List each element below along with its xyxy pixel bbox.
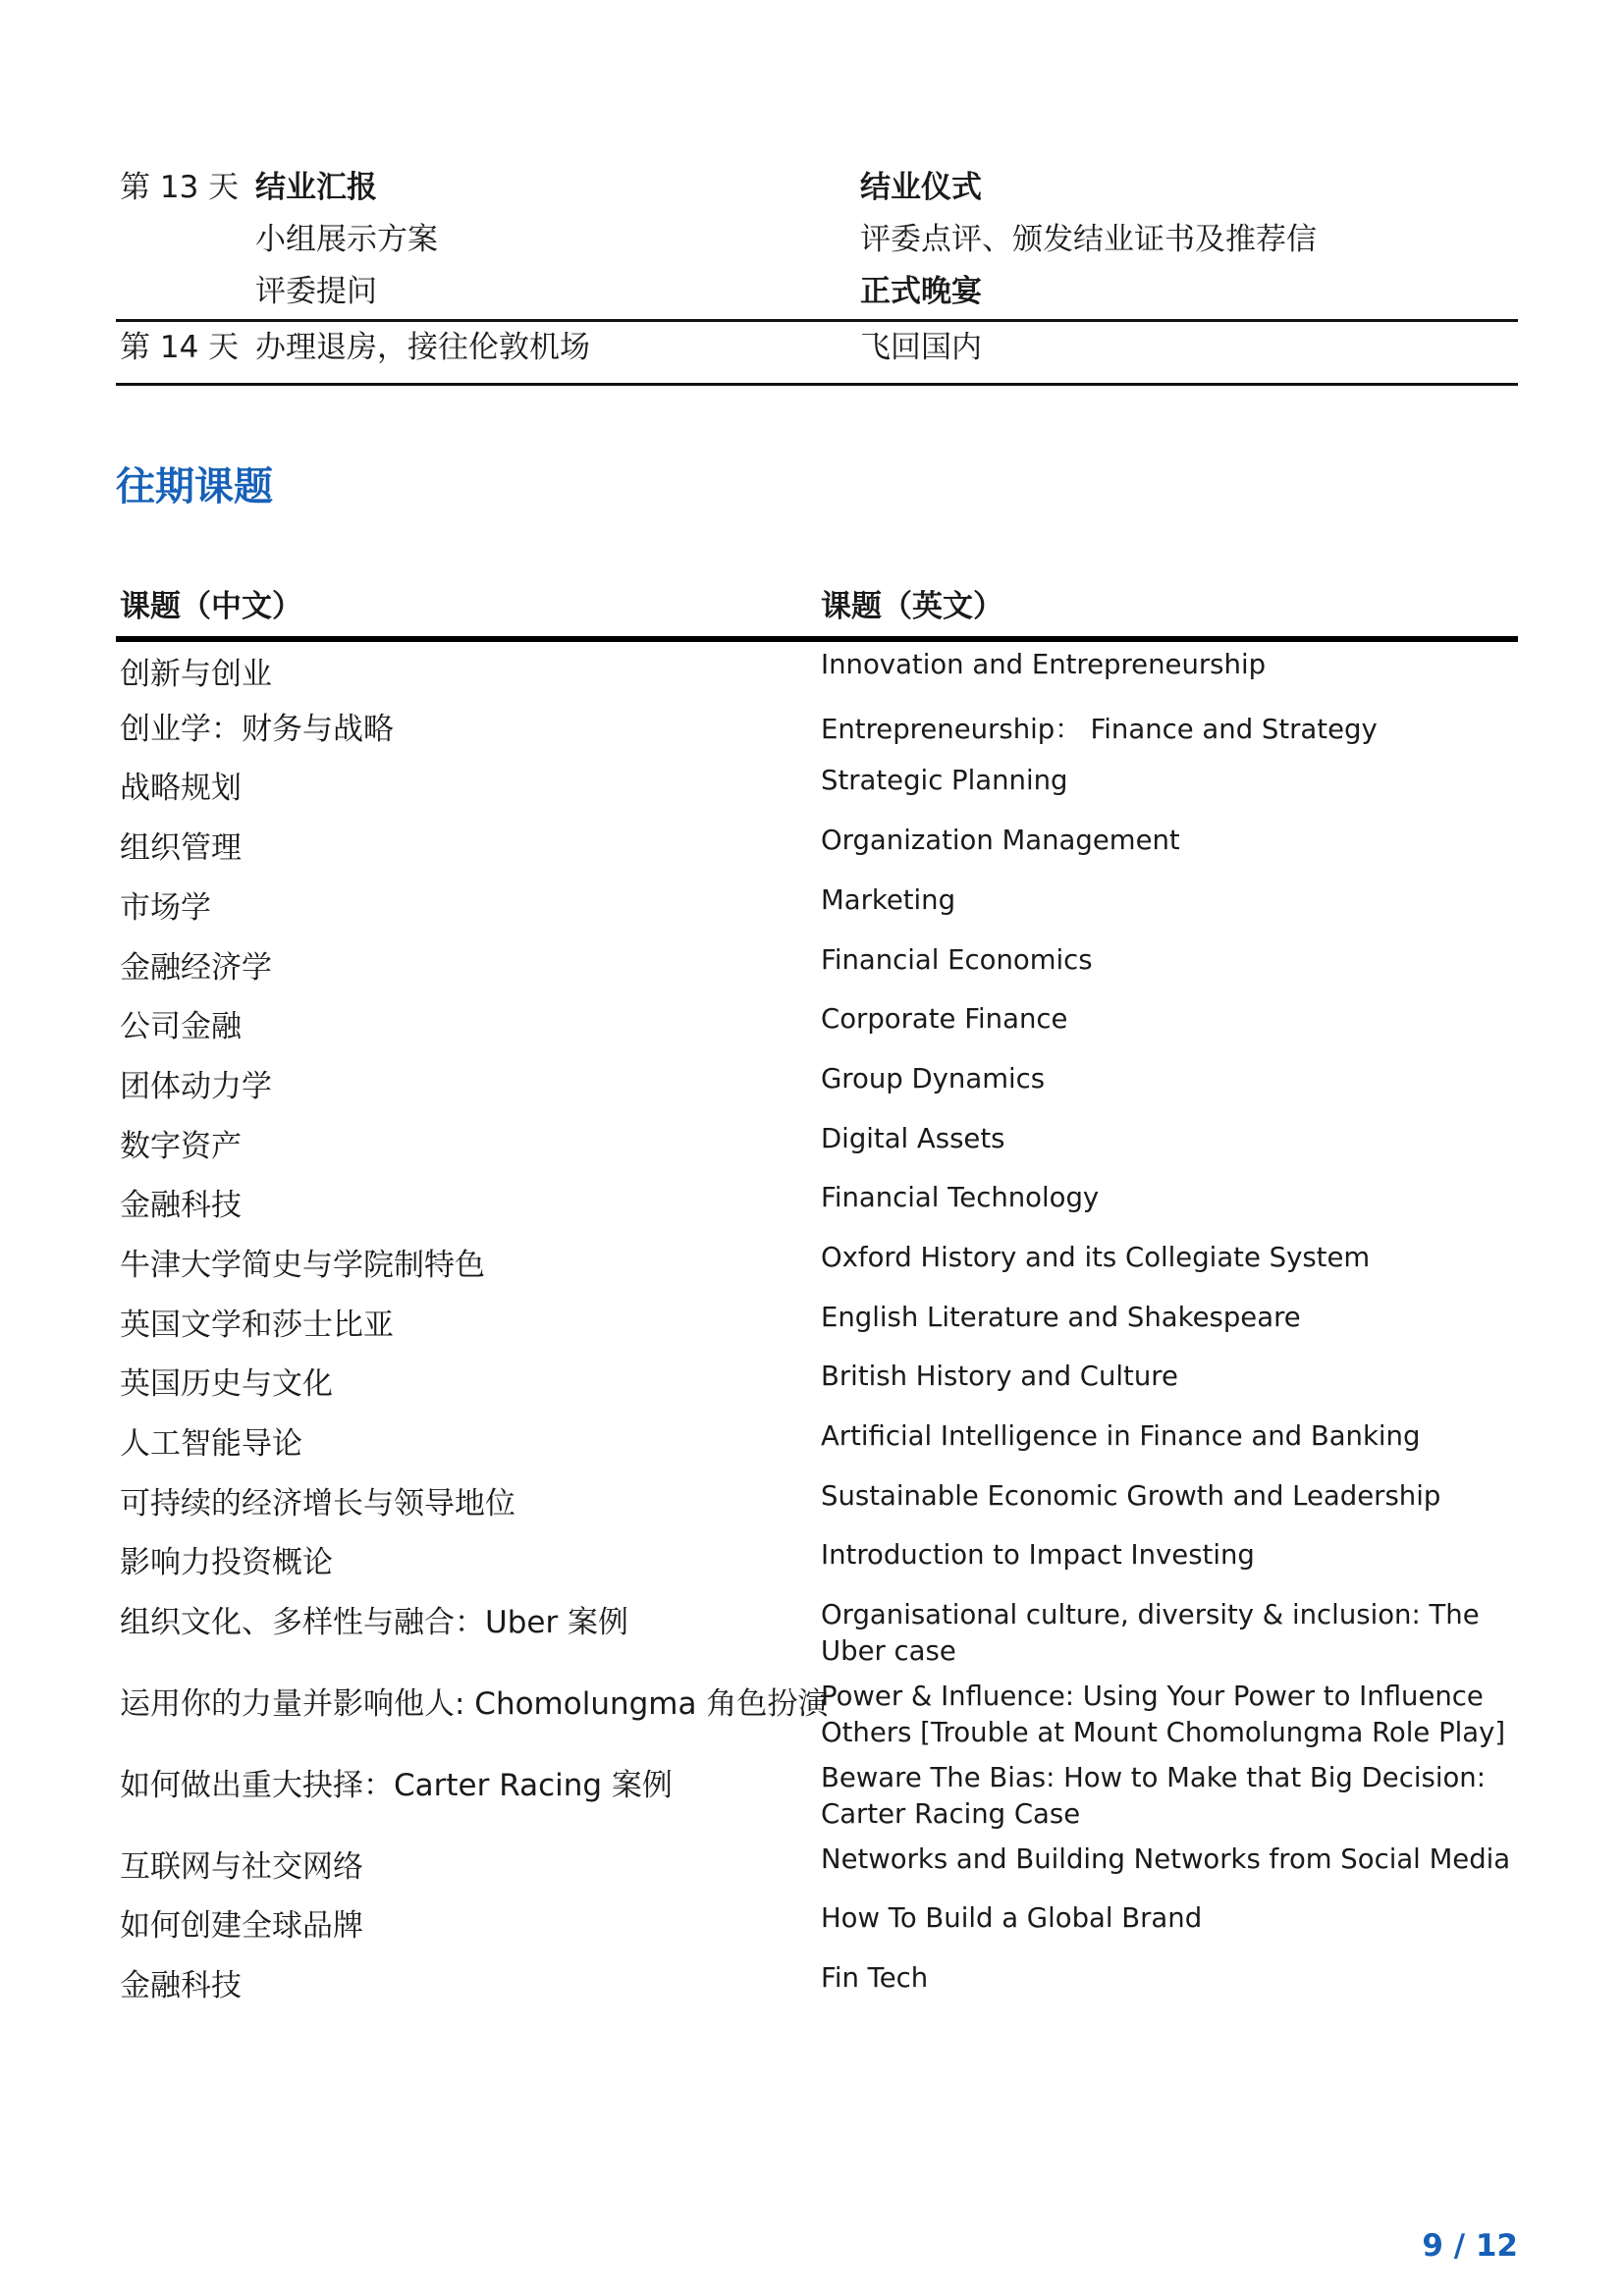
page-number: 9 / 12 bbox=[1422, 2228, 1518, 2264]
topic-en: Beware The Bias: How to Make that Big Decision: Carter Racing Case bbox=[821, 1762, 1486, 1830]
event-item: 评委点评、颁发结业证书及推荐信 bbox=[860, 222, 1317, 257]
topic-zh: 如何创建全球品牌 bbox=[120, 1908, 363, 1944]
topic-en: Fin Tech bbox=[821, 1962, 929, 1994]
day-13-activities bbox=[255, 162, 438, 318]
topic-zh: 英国历史与文化 bbox=[120, 1366, 333, 1402]
topic-en: Sustainable Economic Growth and Leadership bbox=[821, 1480, 1441, 1512]
topic-en: Organization Management bbox=[821, 825, 1180, 856]
topic-en: Digital Assets bbox=[821, 1123, 1005, 1154]
day-label: 第 14 天 bbox=[120, 330, 240, 365]
topic-en: Artificial Intelligence in Finance and Banking bbox=[821, 1420, 1421, 1452]
topic-zh: 公司金融 bbox=[120, 1009, 242, 1044]
topics-table-header bbox=[116, 577, 1518, 642]
topic-zh: 创业学：财务与战略 bbox=[120, 712, 394, 747]
topic-zh: 组织管理 bbox=[120, 830, 242, 866]
day-13-events bbox=[860, 162, 1317, 318]
topic-zh: 影响力投资概论 bbox=[120, 1545, 333, 1580]
topic-en: Oxford History and its Collegiate System bbox=[821, 1242, 1371, 1273]
topic-en: Strategic Planning bbox=[821, 765, 1068, 796]
topic-en: Financial Technology bbox=[821, 1182, 1100, 1213]
topic-zh: 团体动力学 bbox=[120, 1069, 272, 1104]
topic-en: Financial Economics bbox=[821, 944, 1093, 976]
topic-zh: 数字资产 bbox=[120, 1129, 242, 1164]
topic-en: Networks and Building Networks from Social Media bbox=[821, 1843, 1511, 1875]
topic-zh: 英国文学和莎士比亚 bbox=[120, 1308, 394, 1343]
topic-en: Group Dynamics bbox=[821, 1063, 1046, 1095]
event-heading: 正式晚宴 bbox=[860, 274, 982, 309]
topic-zh: 运用你的力量并影响他人: Chomolungma 角色扮演 bbox=[120, 1686, 829, 1722]
header-english: 课题（英文） bbox=[821, 589, 1003, 624]
day-14-event: 飞回国内 bbox=[860, 330, 982, 365]
topic-en: Entrepreneurship： Finance and Strategy bbox=[821, 714, 1378, 745]
topic-zh: 战略规划 bbox=[120, 771, 242, 806]
topic-zh: 金融科技 bbox=[120, 1188, 242, 1223]
topic-zh: 可持续的经济增长与领导地位 bbox=[120, 1486, 515, 1522]
day-label: 第 13 天 bbox=[120, 170, 240, 205]
topic-en: English Literature and Shakespeare bbox=[821, 1302, 1301, 1333]
header-chinese: 课题（中文） bbox=[120, 589, 302, 624]
topic-zh: 市场学 bbox=[120, 890, 211, 926]
topic-en: British History and Culture bbox=[821, 1361, 1178, 1392]
topic-zh: 组织文化、多样性与融合：Uber 案例 bbox=[120, 1605, 629, 1640]
topic-en: Innovation and Entrepreneurship bbox=[821, 649, 1267, 680]
topic-en: How To Build a Global Brand bbox=[821, 1902, 1203, 1934]
topic-zh: 如何做出重大抉择：Carter Racing 案例 bbox=[120, 1768, 673, 1803]
activity-item: 小组展示方案 bbox=[255, 222, 438, 257]
topic-en: Marketing bbox=[821, 884, 956, 916]
topic-zh: 金融科技 bbox=[120, 1968, 242, 2003]
schedule-day-14 bbox=[116, 322, 1518, 386]
schedule-day-13 bbox=[116, 162, 1518, 322]
topic-zh: 互联网与社交网络 bbox=[120, 1849, 363, 1885]
topic-en: Introduction to Impact Investing bbox=[821, 1539, 1255, 1571]
topic-en: Organisational culture, diversity & inclusion: The Uber case bbox=[821, 1599, 1480, 1667]
section-title: 往期课题 bbox=[116, 464, 273, 509]
topic-zh: 创新与创业 bbox=[120, 657, 272, 692]
topic-en: Power & Influence: Using Your Power to Influence Others [Trouble at Mount Chomolungma Role Play] bbox=[821, 1681, 1506, 1748]
activity-item: 评委提问 bbox=[255, 274, 377, 309]
event-heading: 结业仪式 bbox=[860, 170, 982, 205]
topic-zh: 人工智能导论 bbox=[120, 1426, 302, 1462]
topic-zh: 牛津大学简史与学院制特色 bbox=[120, 1248, 485, 1283]
topic-en: Corporate Finance bbox=[821, 1003, 1068, 1035]
day-14-activity: 办理退房，接往伦敦机场 bbox=[255, 330, 590, 365]
topic-zh: 金融经济学 bbox=[120, 950, 272, 986]
activity-heading: 结业汇报 bbox=[255, 170, 377, 205]
